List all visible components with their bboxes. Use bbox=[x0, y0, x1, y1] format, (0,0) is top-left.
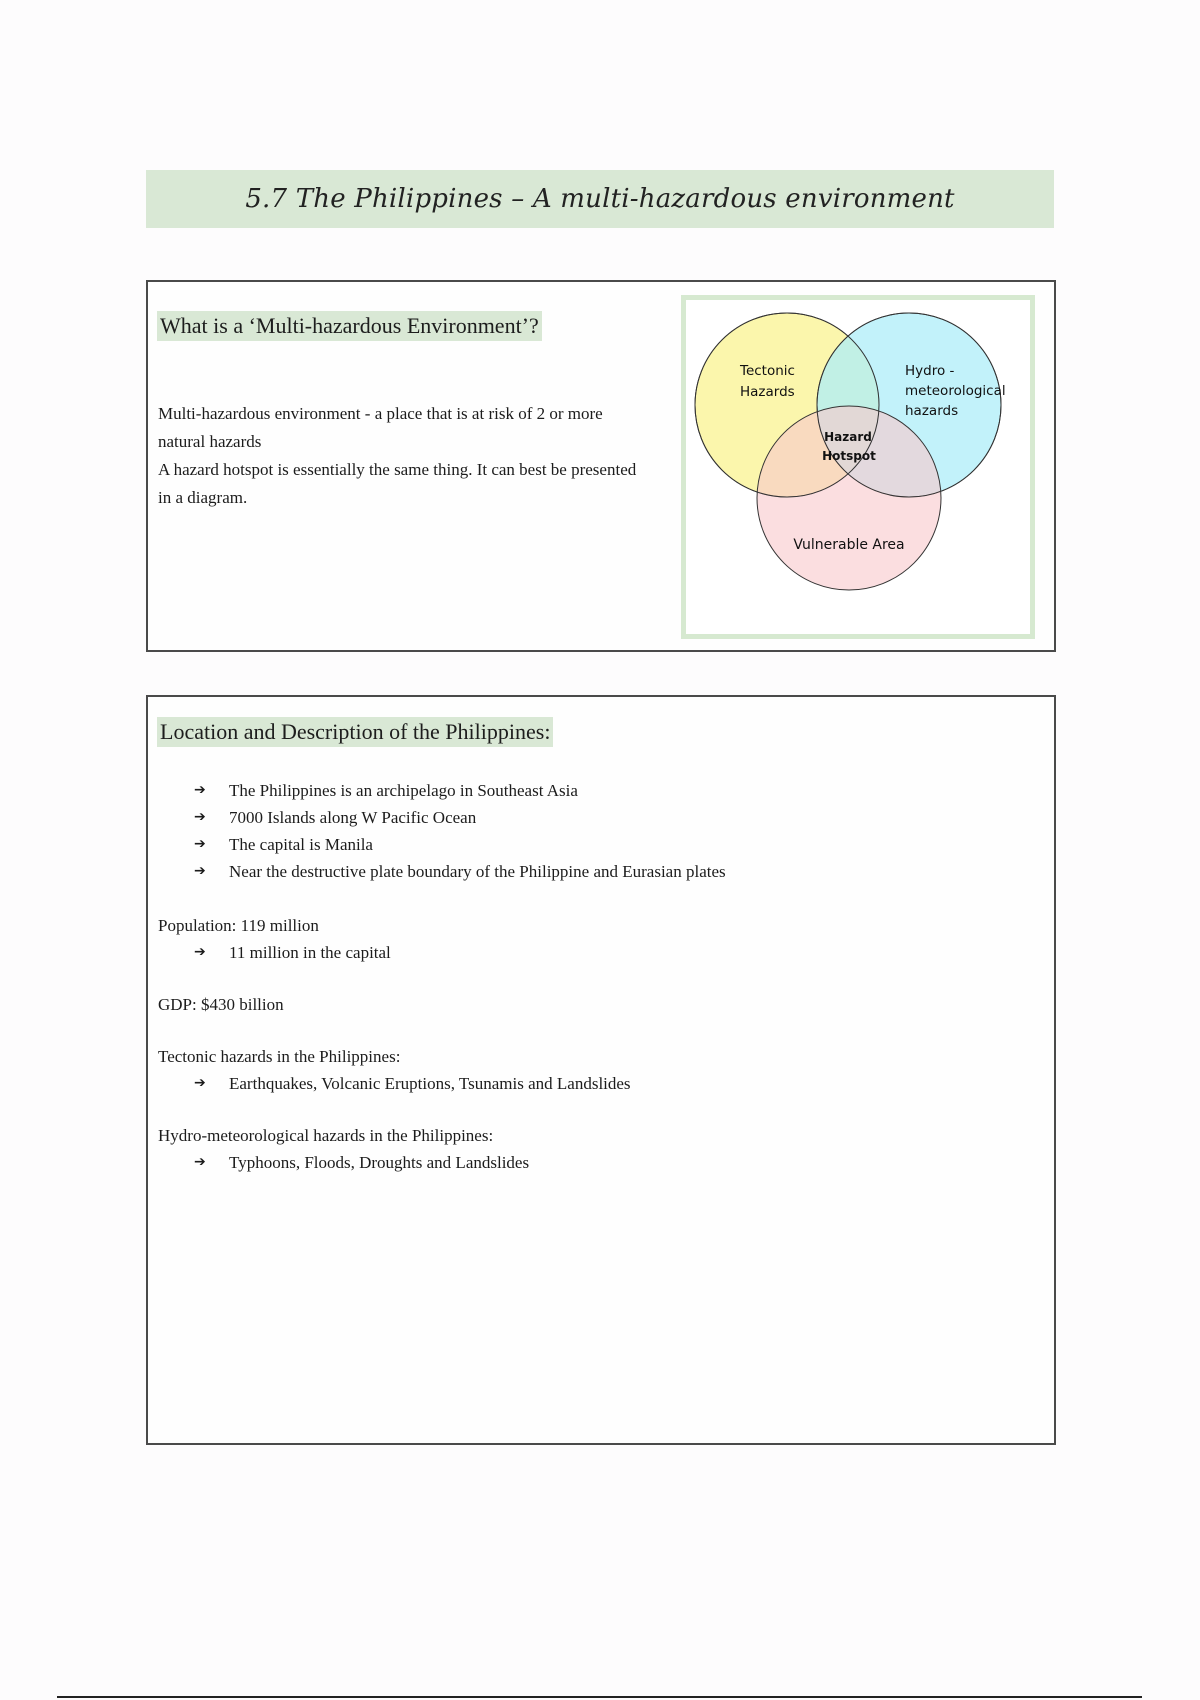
hydro-hazards-label: Hydro-meteorological hazards in the Philippines: bbox=[158, 1126, 494, 1145]
venn-label-tectonic-1: Tectonic bbox=[740, 363, 795, 379]
venn-label-tectonic-2: Hazards bbox=[740, 384, 795, 400]
list-item: ➔ Earthquakes, Volcanic Eruptions, Tsunamis and Landslides bbox=[158, 1070, 1038, 1097]
description-content bbox=[158, 777, 1038, 1176]
gdp-label: GDP: $430 billion bbox=[158, 995, 284, 1014]
arrow-icon: ➔ bbox=[194, 863, 206, 879]
arrow-icon: ➔ bbox=[194, 944, 206, 960]
tectonic-hazards-list bbox=[158, 1070, 1038, 1097]
arrow-icon: ➔ bbox=[194, 809, 206, 825]
philippines-description-box bbox=[146, 695, 1056, 1445]
title-banner bbox=[146, 170, 1054, 228]
venn-label-hotspot-2: Hotspot bbox=[822, 449, 876, 463]
list-item: ➔ The capital is Manila bbox=[158, 831, 1038, 858]
venn-diagram-frame bbox=[681, 295, 1035, 639]
hydro-hazards-list bbox=[158, 1149, 1038, 1176]
venn-label-vulnerable: Vulnerable Area bbox=[793, 537, 905, 553]
list-item: ➔ Near the destructive plate boundary of the Philippine and Eurasian plates bbox=[158, 858, 1038, 885]
hotspot-paragraph: A hazard hotspot is essentially the same thing. It can best be presented in a diagram. bbox=[158, 460, 637, 507]
venn-label-hydro-2: meteorological bbox=[905, 383, 1006, 399]
population-label: Population: 119 million bbox=[158, 916, 319, 935]
arrow-icon: ➔ bbox=[194, 782, 206, 798]
page-title: 5.7 The Philippines – A multi-hazardous environment bbox=[245, 184, 955, 214]
list-item: ➔ 7000 Islands along W Pacific Ocean bbox=[158, 804, 1038, 831]
venn-label-hydro-3: hazards bbox=[905, 403, 959, 419]
section-heading-location: Location and Description of the Philippines: bbox=[157, 717, 553, 747]
location-list bbox=[158, 777, 1038, 885]
arrow-icon: ➔ bbox=[194, 1075, 206, 1091]
venn-label-hydro-1: Hydro - bbox=[905, 363, 955, 379]
list-item: ➔ Typhoons, Floods, Droughts and Landslides bbox=[158, 1149, 1038, 1176]
list-item: ➔ The Philippines is an archipelago in Southeast Asia bbox=[158, 777, 1038, 804]
multi-hazard-definition-box bbox=[146, 280, 1056, 652]
arrow-icon: ➔ bbox=[194, 836, 206, 852]
venn-label-hotspot-1: Hazard bbox=[824, 430, 872, 444]
list-item: ➔ 11 million in the capital bbox=[158, 939, 1038, 966]
population-list bbox=[158, 939, 1038, 966]
footer-divider bbox=[57, 1696, 1142, 1698]
definition-text bbox=[158, 400, 648, 512]
venn-diagram bbox=[686, 300, 1020, 624]
tectonic-hazards-label: Tectonic hazards in the Philippines: bbox=[158, 1047, 401, 1066]
definition-paragraph: Multi-hazardous environment - a place that is at risk of 2 or more natural hazards bbox=[158, 404, 603, 451]
section-heading-multi-hazard: What is a ‘Multi-hazardous Environment’? bbox=[157, 311, 542, 341]
arrow-icon: ➔ bbox=[194, 1154, 206, 1170]
